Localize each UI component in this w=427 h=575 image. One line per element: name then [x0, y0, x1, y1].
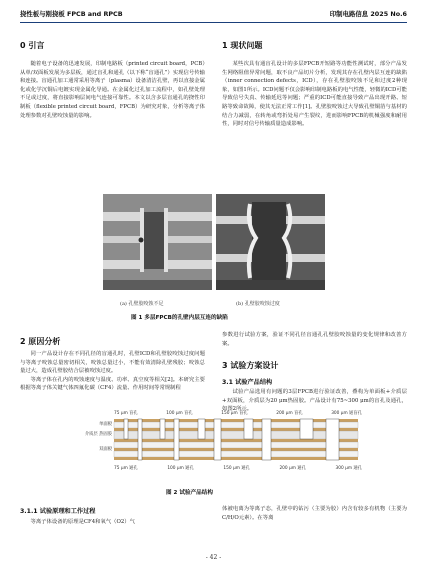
fig2-bottom-label: 300 μm 通孔 — [335, 466, 362, 471]
principle-paragraph-continued: 体被电离为等离子态，孔壁中的钻污（主要为胶）内含有较多有机物（主要为C/H/O元素）。在等离 — [222, 506, 407, 521]
section-heading-experiment: 3 试验方案设计 — [222, 361, 279, 370]
fig2-bottom-label: 200 μm 通孔 — [279, 466, 306, 471]
page-number: - 42 - — [205, 554, 222, 561]
fig2-left-label: 单面板 — [99, 422, 112, 427]
analysis-continued — [222, 331, 407, 348]
analysis-paragraph-1: 同一产品设计存在不同孔径的盲通孔时，孔壁ICD和孔壁胶咬蚀过度问题与等离子咬蚀总量密切相关，咬蚀总量过小，不能有效清除孔壁残胶；咬蚀总量过大，造成孔壁胶结合层被咬蚀过度。 — [20, 351, 205, 375]
layer-cu-1 — [114, 419, 358, 422]
intro-text — [20, 60, 205, 120]
fig2-left-label: 介质层 热固胶 — [84, 432, 112, 437]
figure-1 — [103, 194, 325, 290]
layer-cu-5 — [114, 457, 358, 460]
fig2-bottom-label: 100 μm 通孔 — [167, 466, 194, 471]
header-rule — [20, 22, 407, 23]
fig2-top-label: 150 μm 盲孔 — [221, 411, 248, 416]
layer-pi-1 — [114, 422, 358, 428]
journal-issue: 印制电路信息 2025 No.6 — [329, 9, 407, 18]
fig2-left-label: 双面板 — [99, 447, 112, 452]
fig2-top-label: 200 μm 盲孔 — [276, 411, 303, 416]
principle-text — [20, 518, 205, 527]
cross-section-photo-a — [103, 194, 212, 290]
figure-2 — [68, 410, 362, 482]
running-header — [20, 6, 407, 20]
figure-1-caption: 图 1 多层FPCB的孔壁内层互连的缺陷 — [131, 315, 228, 321]
status-paragraph: 某些次具有通盲孔设计的多层FPCB开短路等功能性测试时，部分产品发生网络阻值异常问题，取不良产品切片分析，发现其存在孔壁内层互连的缺陷（inner connection defects，ICD），存在孔壁胶咬蚀不足和过度2种现象，如图1所示。ICD问题不仅会影响印制电路板的电气性能，轻微的ICD可能导致信号失真、传输延迟等问题；严重的ICD可能直接导致产品出现开路、短路等致命故障，使其无法正常工作[1]。孔壁胶咬蚀过大导致孔壁铜箔与基材的结合力减弱，在转角或弯折处易产生裂纹，进而影响FPCB的机械强度和耐用性，同时对信号传输质量造成影响。 — [222, 61, 407, 128]
subsection-heading-principle: 3.1.1 试验原理和工作过程 — [20, 508, 96, 515]
analysis-paragraph-2: 等离子体在孔内的咬蚀速度与温度、功率、真空度等相关[2]。本研究主要根据等离子体关键气体四氟化碳（CF4）流量、作用时间等常规制程 — [20, 376, 205, 392]
figure-1a-label: (a) 孔壁胶咬蚀不足 — [120, 301, 164, 307]
principle-paragraph: 等离子体设备的原理是CF4和氧气（O2）气 — [30, 519, 135, 525]
fig2-top-label: 100 μm 盲孔 — [166, 411, 193, 416]
analysis-text — [20, 350, 205, 393]
structure-paragraph: 试验产品选用有问题的3层FPCB进行验证改善，叠构为单面板+介质层+双面板，介质层为20 μm热固胶。产品设计有75~300 μm的盲孔及通孔，如图2所示。 — [222, 389, 407, 413]
cross-section-photo-b — [216, 194, 325, 290]
section-heading-intro: 0 引言 — [20, 41, 45, 50]
layer-cu-4 — [114, 448, 358, 451]
fig2-top-label: 75 μm 盲孔 — [114, 411, 138, 416]
layer-cu-2 — [114, 428, 358, 431]
subsection-heading-structure: 3.1 试验产品结构 — [222, 379, 273, 386]
layer-dielectric — [114, 431, 358, 439]
fig2-bottom-label: 150 μm 通孔 — [223, 466, 250, 471]
intro-paragraph: 随着电子设备的迅速发展，印制电路板（printed circuit board，PCB）从单/双面板发展为多层板，通过盲孔和通孔（以下称“盲通孔”）实现信号传输和连接。盲通孔加工通常采用等离子（plasma）设备清洁孔壁，再以直接金属化或化学沉铜后电镀实现金属化导通。在金属化过孔加工流程中，如孔壁处理不足或过度，将直接影响层间电气连接可靠性。本文以含多层盲通孔的挠性印制板（flexible printed circuit board，FPCB）为研究对象，分析等离子体处理参数对孔壁咬蚀量的影响。 — [20, 61, 205, 119]
status-text — [222, 60, 407, 129]
figure-1b-label: (b) 孔壁胶咬蚀过度 — [236, 301, 280, 307]
fig2-bottom-label: 75 μm 通孔 — [114, 466, 138, 471]
principle-text-continued — [222, 505, 407, 522]
analysis-continued-paragraph: 参数进行试验方案，验证不同孔径盲通孔孔壁胶咬蚀量的变化规律和改善方案。 — [222, 332, 407, 347]
layer-pi-2 — [114, 442, 358, 448]
layer-cu-3 — [114, 439, 358, 442]
fig2-top-label: 300 μm 通盲孔 — [331, 411, 362, 416]
section-heading-status: 1 现状问题 — [222, 41, 263, 50]
journal-section: 挠性板与刚挠板 FPCB and RPCB — [20, 9, 123, 18]
figure-2-caption: 图 2 试验产品结构 — [166, 490, 213, 496]
section-heading-analysis: 2 原因分析 — [20, 337, 61, 346]
